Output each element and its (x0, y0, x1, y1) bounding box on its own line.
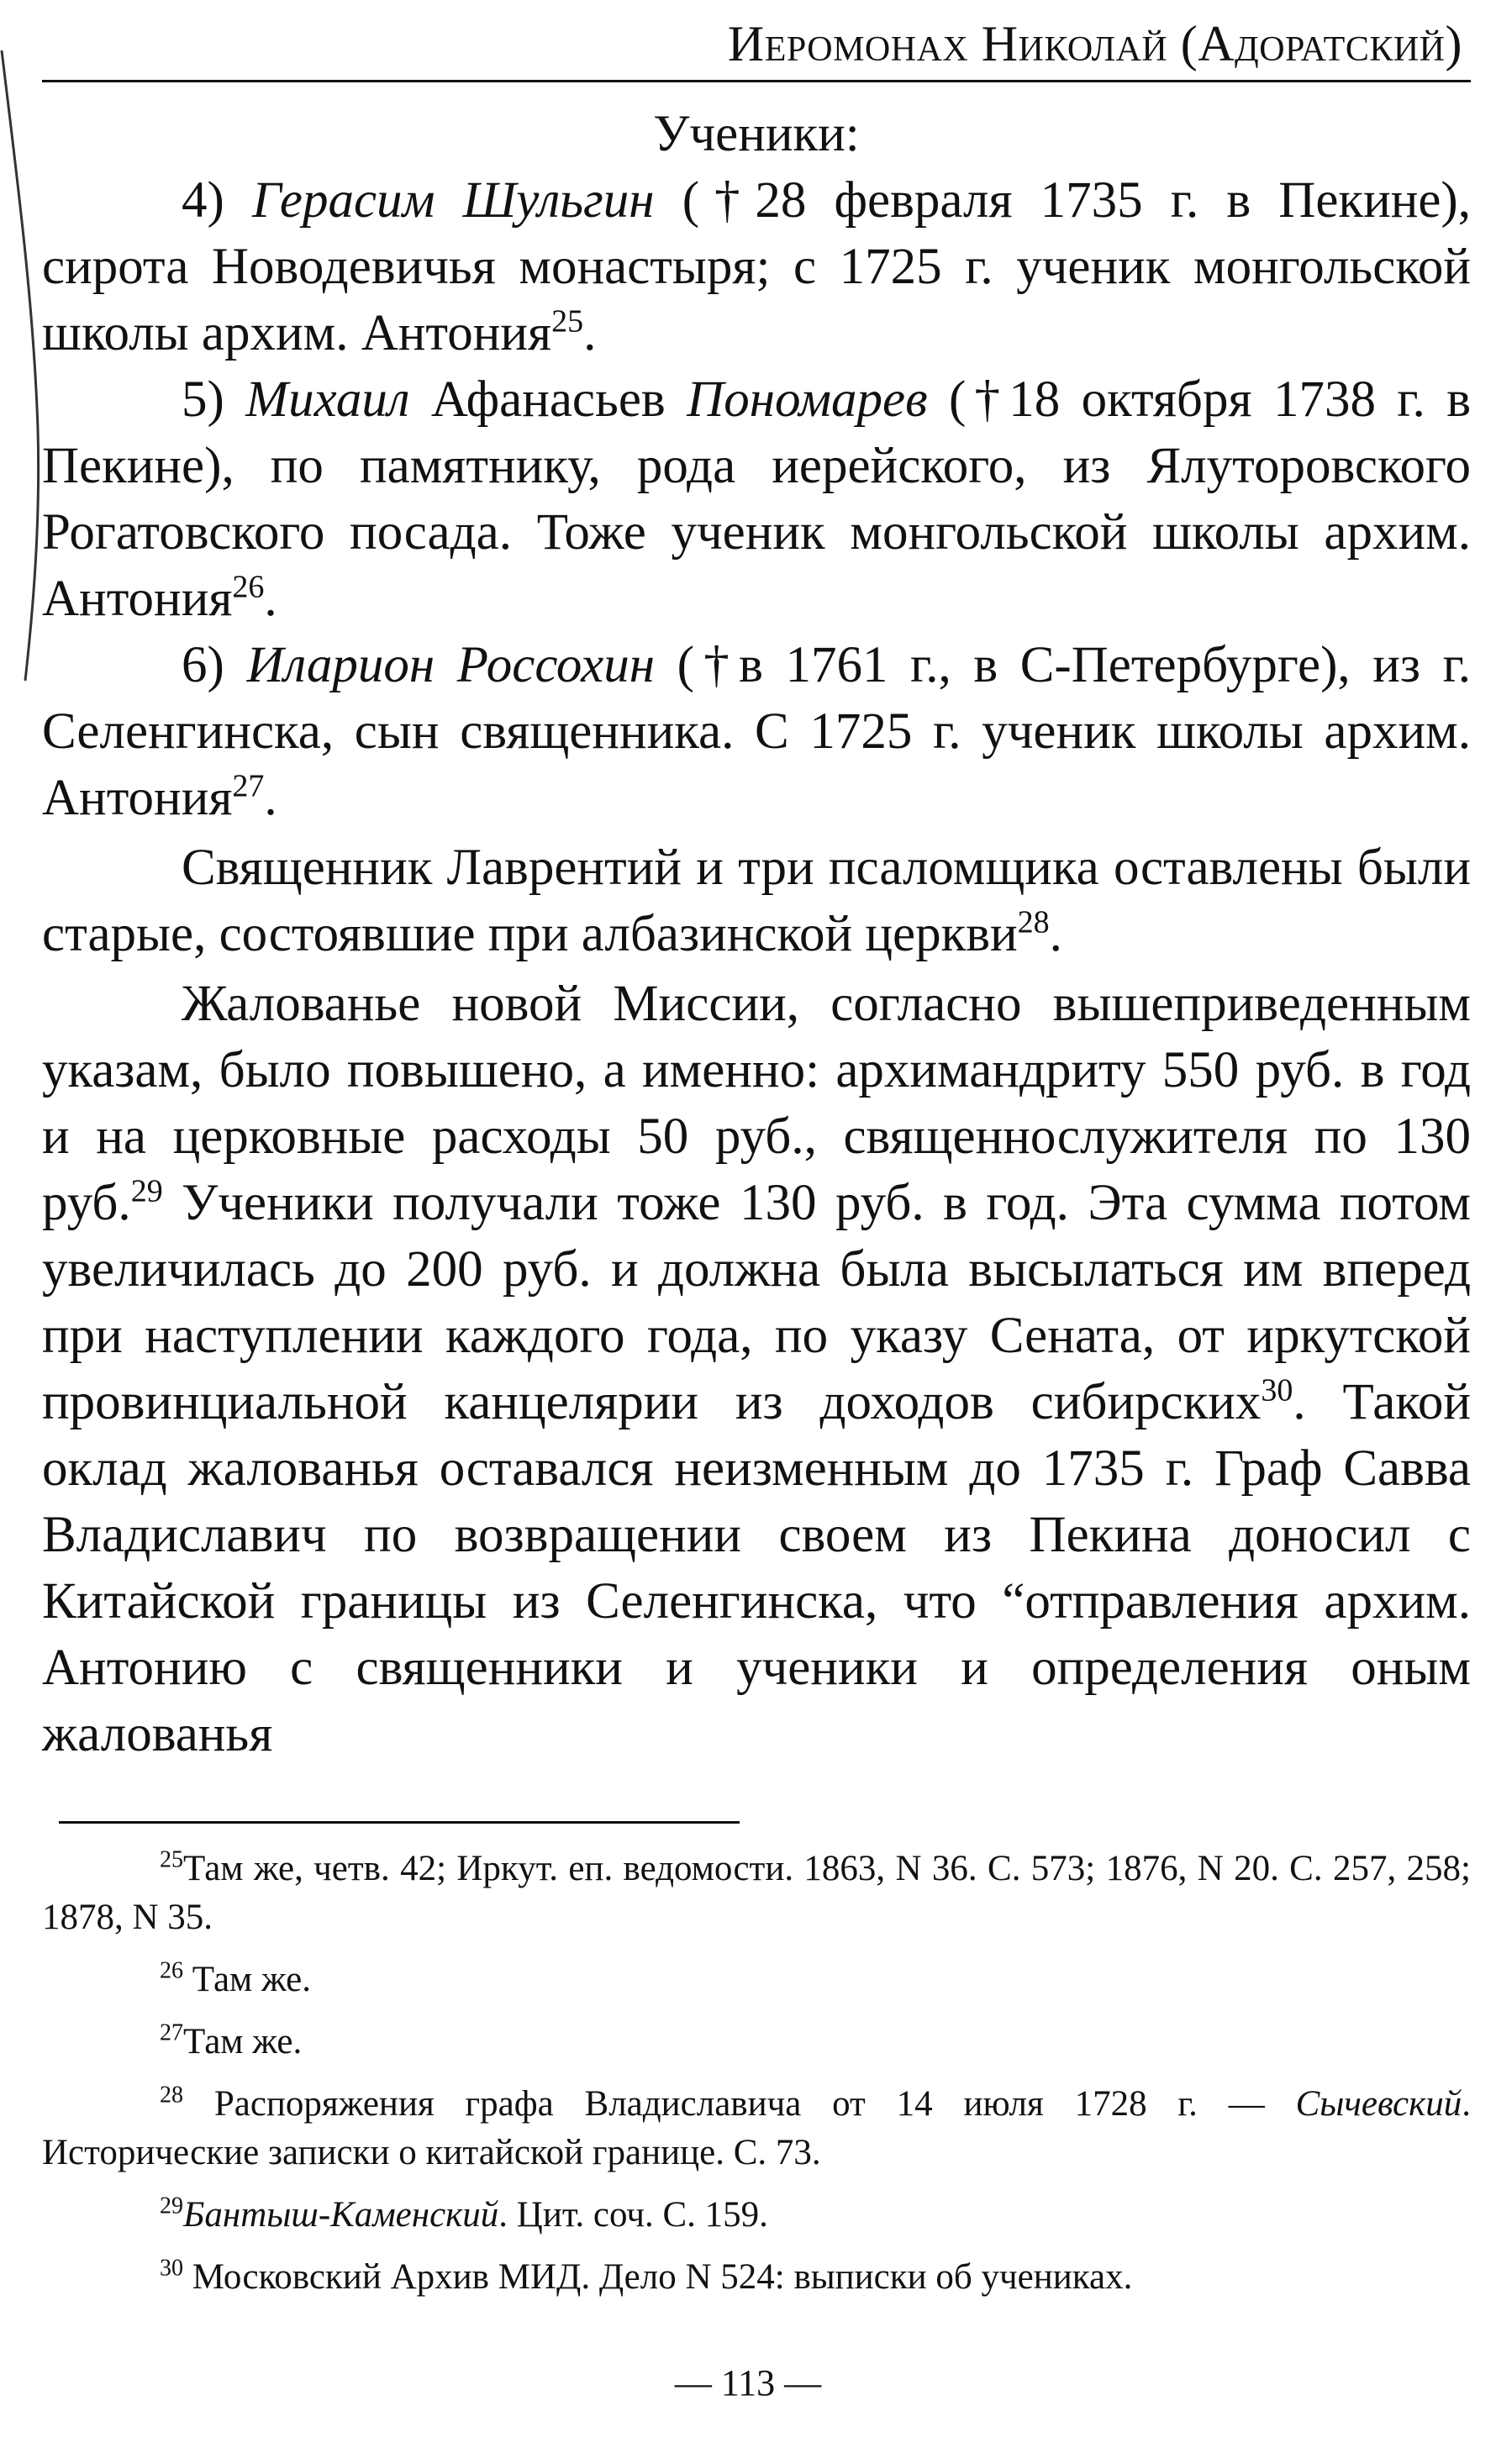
footnote-27: $^{27}$Там же. (160, 2019, 303, 2061)
student-name: Иларион Россохин (246, 637, 655, 693)
student-last-name: Пономарев (687, 371, 928, 428)
footnote-author: Сычевский (1295, 2084, 1462, 2124)
footnote-26: $^{26}$ Там же. (160, 1957, 311, 1999)
section-heading: Ученики: (653, 106, 860, 162)
header-rule (42, 80, 1471, 82)
footnote-30: $^{30}$ Московский Архив МИД. Дело N 524: выписки об учениках. (160, 2255, 1133, 2297)
footnote-28: $^{28}$ Распоряжения графа Владиславича от 14 июля 1728 г. — Сычевский. Исторические записки о китайской границе. С. 73. (42, 2082, 1472, 2172)
page-number: — 113 — (674, 2362, 822, 2403)
footnotes (42, 1845, 1471, 2315)
running-head: Иеромонах Николай (Адоратский) (727, 16, 1462, 71)
footnote-ref: 29 (130, 1173, 163, 1209)
student-entry-4: 4) Герасим Шульгин (†28 февраля 1735 г. в Пекине), сирота Новодевичья монастыря; с 1725 г. ученик монгольской школы архим. Антония$^{25}$. (42, 172, 1471, 361)
student-first-name: Михаил (245, 371, 410, 428)
footnote-ref: 28 (1017, 904, 1050, 940)
main-text (42, 101, 1471, 1767)
student-entry-5: 5) Михаил Афанасьев Пономарев (†18 октября 1738 г. в Пекине), по памятнику, рода иерейского, из Ялуторовского Рогатовского посада. Тоже ученик монгольской школы архим. Антония$^{26}$. (42, 371, 1471, 627)
student-entry-6: 6) Иларион Россохин (†в 1761 г., в С-Петербурге), из г. Селенгинска, сын священника. С 1725 г. ученик школы архим. Антония$^{27}$. (42, 637, 1471, 826)
footnote-ref: 26 (232, 569, 265, 605)
paragraph-salary: Жалованье новой Миссии, согласно вышеприведенным указам, было повышено, а именно: архимандриту 550 руб. в год и на церковные расходы 50 руб., священнослужителя по 130 руб.$^{29}$ Ученики получали тоже 130 руб. в год. Эта сумма потом увеличилась до 200 руб. и должна была высылаться им вперед при наступлении каждого года, по указу Сената, от иркутской провинциальной канцелярии из доходов сибирских$^{30}$. Такой оклад жалованья оставался неизменным до 1735 г. Граф Савва Владиславич по возвращении своем из Пекина доносил с Китайской границы из Селенгинска, что “отправления архим. Антонию с священники и ученики и определения оным жалованья (42, 976, 1471, 1762)
footnote-author: Бантыш-Каменский (183, 2195, 499, 2235)
footnote-25: $^{25}$Там же, четв. 42; Иркут. еп. ведомости. 1863, N 36. С. 573; 1876, N 20. С. 257, 258; 1878, N 35. (42, 1846, 1471, 1937)
footnote-ref: 30 (1261, 1372, 1293, 1408)
footnote-ref: 27 (232, 768, 265, 804)
footnote-29: $^{29}$Бантыш-Каменский. Цит. соч. С. 159. (160, 2193, 768, 2235)
footnote-rule (59, 1821, 740, 1824)
paragraph-priest: Священник Лаврентий и три псаломщика оставлены были старые, состоявшие при албазинской церкви$^{28}$. (42, 840, 1471, 962)
student-name: Герасим Шульгин (251, 172, 655, 229)
footnote-ref: 25 (551, 303, 584, 340)
